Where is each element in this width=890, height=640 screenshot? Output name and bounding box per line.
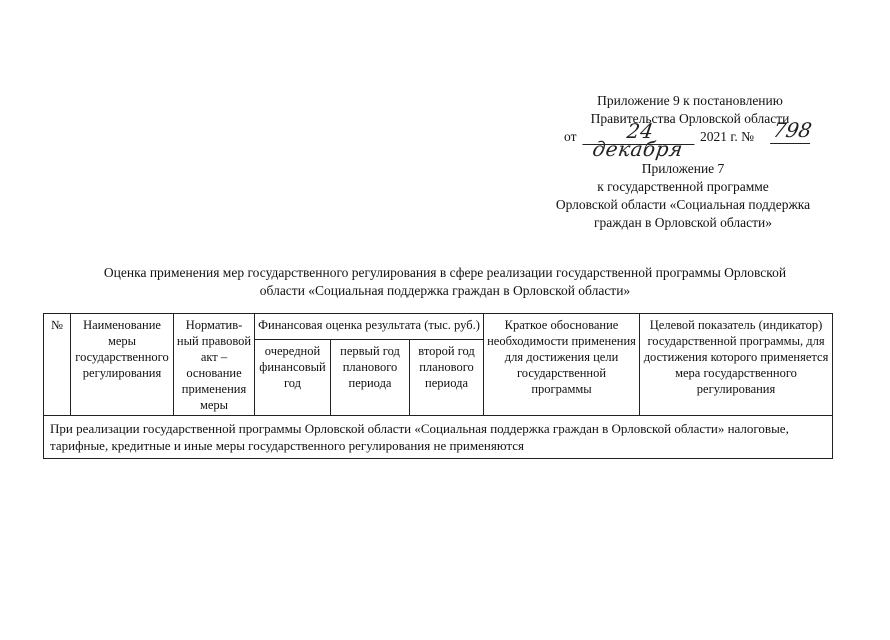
header-number: № (44, 314, 71, 416)
appendix-7-line-1: Приложение 7 (641, 161, 725, 176)
header-target-indicator: Целевой показатель (индикатор) государственной программы, для достижения которого применяется мера государственного регулирования (640, 314, 833, 416)
appendix-7-line-4: граждан в Орловской области» (593, 215, 772, 230)
date-prefix: от (564, 129, 577, 144)
document-title (40, 264, 850, 300)
year-and-number-label: 2021 г. № (700, 129, 755, 144)
table-row (44, 416, 833, 459)
header-measure-name: Наименование меры государственного регулирования (71, 314, 174, 416)
appendix-7-line-3: Орловской области «Социальная поддержка (555, 197, 811, 212)
document-title-line-1: Оценка применения мер государственного регулирования в сфере реализации государственной программы Орловской (103, 265, 787, 280)
header-legal-act: Норматив-ный правовой акт – основание применения меры (174, 314, 255, 416)
regulation-measures-table (43, 313, 833, 459)
header-rationale: Краткое обоснование необходимости применения для достижения цели государственной программы (484, 314, 640, 416)
appendix-7-line-2: к государственной программе (597, 179, 769, 194)
appendix-9-header (540, 92, 840, 161)
appendix-9-line-2: Правительства Орловской области (590, 111, 790, 126)
subheader-second-planning-year: второй год планового периода (410, 340, 484, 416)
handwritten-number: 798 (771, 118, 814, 142)
appendix-9-line-1: Приложение 9 к постановлению (597, 93, 783, 108)
handwritten-date: 24 декабря (582, 122, 697, 145)
header-financial-assessment: Финансовая оценка результата (тыс. руб.) (255, 314, 484, 340)
table-header-row (44, 314, 833, 340)
table-note: При реализации государственной программы Орловской области «Социальная поддержка граждан в Орловской области» налоговые, тарифные, кредитные и иные меры государственного регулирования не применяются (44, 416, 833, 459)
subheader-current-year: очередной финансовый год (255, 340, 331, 416)
document-title-line-2: области «Социальная поддержка граждан в Орловской области» (259, 283, 631, 298)
appendix-7-header (528, 160, 838, 232)
subheader-first-planning-year: первый год планового периода (331, 340, 410, 416)
